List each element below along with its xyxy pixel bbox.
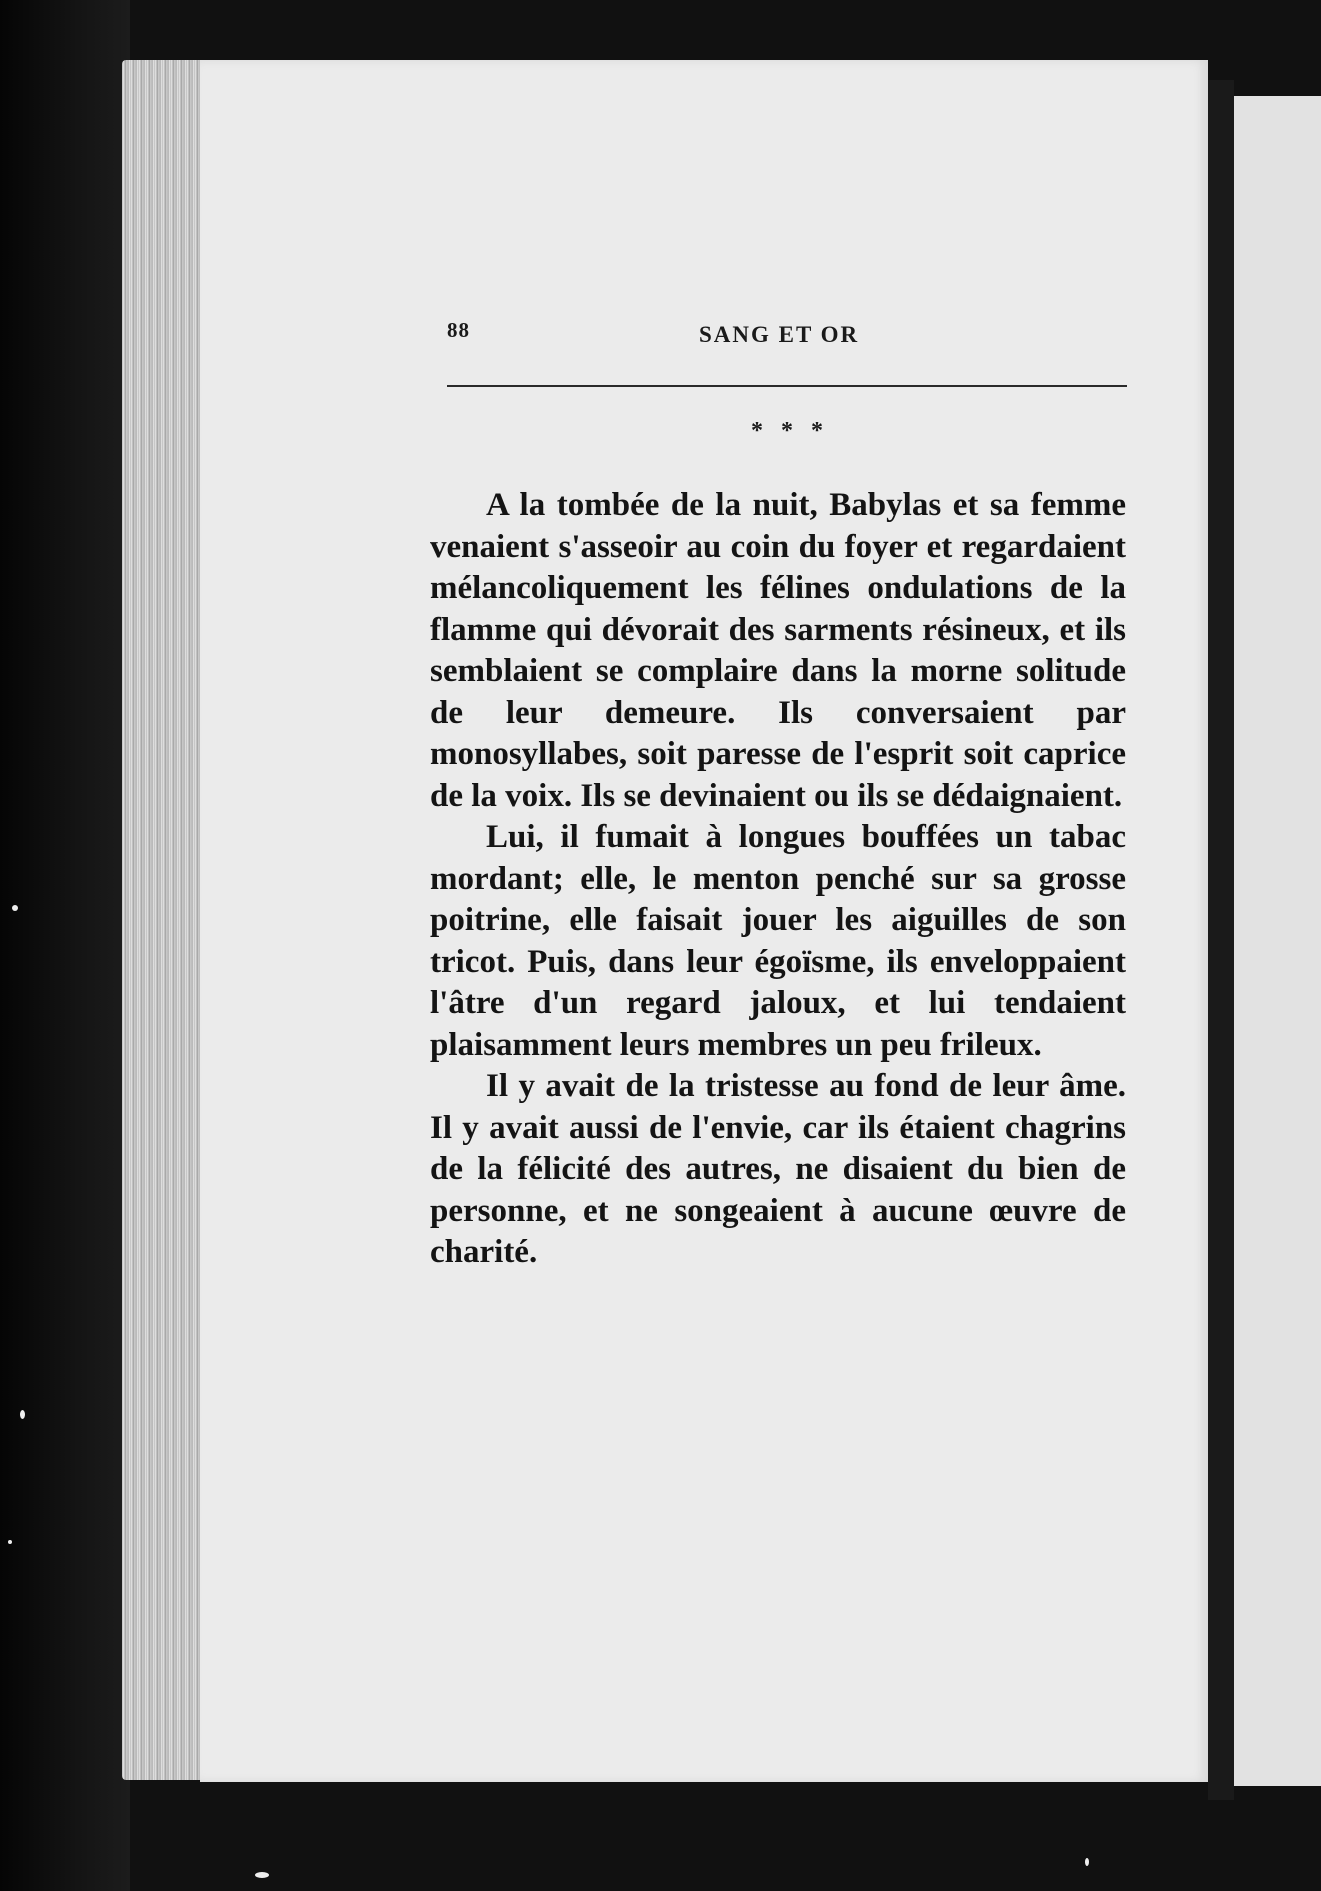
paragraph: A la tombée de la nuit, Babylas et sa femme venaient s'asseoir au coin du foyer et regardaient mélancoliquement les félines ondulations de la flamme qui dévorait des sarments résineux, et ils semblaient se complaire dans la morne solitude de leur demeure. Ils conversaient par monosyllabes, soit paresse de l'esprit soit caprice de la voix. Ils se devinaient ou ils se dédaignaient. [430,487,1126,814]
adjacent-page-edge [1234,96,1321,1786]
paragraph: Lui, il fumait à longues bouffées un tabac mordant; elle, le menton penché sur sa grosse poitrine, elle faisait jouer les aiguilles de son tricot. Puis, dans leur égoïsme, ils enveloppaient l'âtre d'un regard jaloux, et lui tendaient plaisamment leurs membres un peu frileux. [430,819,1126,1063]
page-number: 88 [447,318,470,342]
running-title: SANG ET OR [699,322,860,347]
page-header [447,318,1127,358]
section-ornament: * * * [751,418,829,444]
body-text [430,485,1126,1274]
scan-dark-margin [0,0,130,1891]
paragraph: Il y avait de la tristesse au fond de leur âme. Il y avait aussi de l'envie, car ils étaient chagrins de la félicité des autres, ne disaient du bien de personne, et ne songeaient à aucune œuvre de charité. [430,1068,1126,1270]
header-rule [447,385,1127,387]
gutter-shadow [1208,80,1234,1800]
